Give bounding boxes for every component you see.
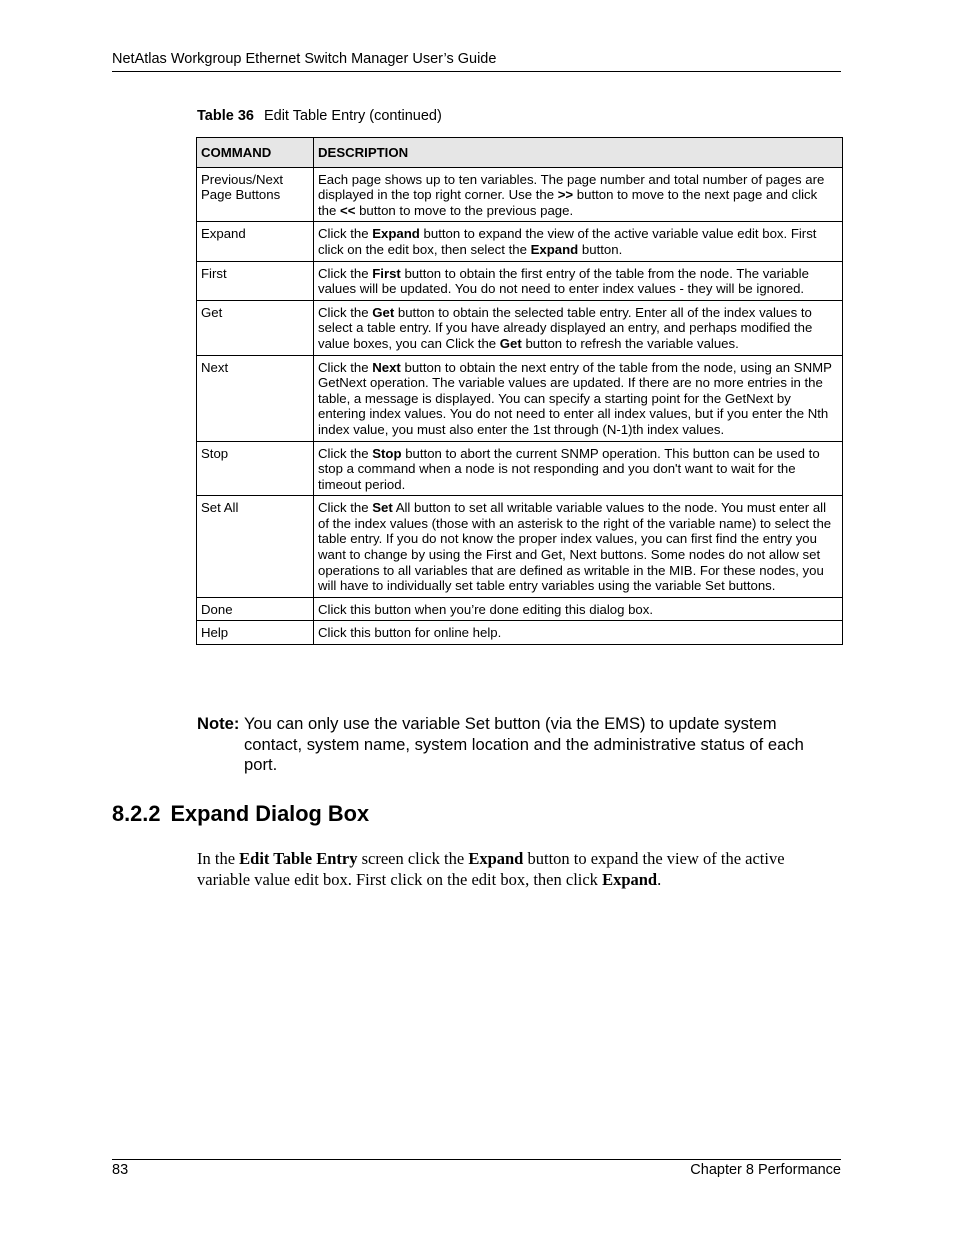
bold-term: <<: [340, 202, 356, 218]
command-cell: Previous/Next Page Buttons: [197, 167, 314, 222]
section-heading: [112, 801, 369, 827]
command-cell: Stop: [197, 441, 314, 496]
command-cell: First: [197, 261, 314, 300]
table-header-row: [197, 138, 843, 168]
table-row: [197, 496, 843, 598]
description-cell: Click this button for online help.: [314, 621, 843, 645]
note-label: Note:: [197, 714, 240, 733]
table-row: [197, 261, 843, 300]
table-caption-title: Edit Table Entry (continued): [263, 108, 442, 124]
bold-term: First: [372, 265, 401, 281]
footer-rule: [112, 1159, 841, 1160]
command-cell: Done: [197, 597, 314, 621]
table-row: [197, 441, 843, 496]
command-cell: Expand: [197, 222, 314, 261]
bold-term: Stop: [372, 445, 402, 461]
table-body: [197, 167, 843, 644]
table-caption: [197, 108, 442, 124]
bold-term: Get: [499, 335, 522, 351]
bold-term: Expand: [372, 226, 420, 242]
table-row: [197, 621, 843, 645]
bold-term: Expand: [530, 241, 579, 257]
bold-term: Expand: [468, 849, 524, 868]
description-cell: Click this button when you’re done editing this dialog box.: [314, 597, 843, 621]
description-cell: Click the First button to obtain the first entry of the table from the node. The variable values will be updated. You do not need to enter index values - they will be ignored.: [314, 261, 843, 300]
table-row: [197, 167, 843, 222]
command-cell: Set All: [197, 496, 314, 598]
section-number: 8.2.2: [112, 801, 161, 826]
description-cell: Click the Stop button to abort the current SNMP operation. This button can be used to stop a command when a node is not responding and you don't want to wait for the timeout period.: [314, 441, 843, 496]
description-cell: Click the Set All button to set all writable variable values to the node. You must enter all of the index values (those with an asterisk to the right of the variable name) to select the table entry. If you do not know the proper index values, you can first find the entry you want to change by using the First and Get, Next buttons. Some nodes do not allow set operations to all variables that are defined as writable in the MIB. For these nodes, you will have to individually set table entry variables using the variable Set buttons.: [314, 496, 843, 598]
page-number: 83: [112, 1162, 129, 1178]
command-table: [196, 137, 843, 645]
command-cell: Next: [197, 355, 314, 441]
table-row: [197, 222, 843, 261]
command-cell: Help: [197, 621, 314, 645]
table-caption-label: Table 36: [197, 108, 254, 124]
running-header: NetAtlas Workgroup Ethernet Switch Manager User’s Guide: [112, 51, 497, 67]
column-header-command: COMMAND: [197, 138, 314, 168]
section-title: Expand Dialog Box: [170, 801, 370, 826]
header-rule: [112, 71, 841, 72]
bold-term: Get: [372, 304, 395, 320]
chapter-label: Chapter 8 Performance: [690, 1162, 841, 1178]
bold-term: Edit Table Entry: [239, 849, 358, 868]
table-row: [197, 355, 843, 441]
body-paragraph: In the Edit Table Entry screen click the Expand button to expand the view of the active variable value edit box. First click on the edit box, then click Expand.: [197, 849, 785, 889]
column-header-description: DESCRIPTION: [314, 138, 843, 168]
description-cell: Click the Next button to obtain the next entry of the table from the node, using an SNMP GetNext operation. The variable values are updated. If there are no more entries in the table, a message is displayed. You can specify a starting point for the GetNext by entering index values. You do not need to enter all index values, but if you enter the Nth index value, you must also enter the 1st through (N-1)th index values.: [314, 355, 843, 441]
bold-term: Next: [372, 359, 401, 375]
bold-term: Expand: [602, 869, 658, 889]
description-cell: Each page shows up to ten variables. The page number and total number of pages are displayed in the top right corner. Use the >> button to move to the next page and click the << button to move to the previous page.: [314, 167, 843, 222]
note-text: You can only use the variable Set button (via the EMS) to update system contact, system name, system location and the administrative status of each port.: [244, 714, 804, 775]
description-cell: Click the Expand button to expand the view of the active variable value edit box. First click on the edit box, then select the Expand button.: [314, 222, 843, 261]
command-cell: Get: [197, 300, 314, 355]
note-block: [197, 714, 837, 776]
table-row: [197, 597, 843, 621]
bold-term: >>: [557, 187, 574, 203]
bold-term: Set: [372, 500, 393, 516]
table-row: [197, 300, 843, 355]
description-cell: Click the Get button to obtain the selected table entry. Enter all of the index values to select a table entry. If you have already displayed an entry, and perhaps modified the value boxes, you can Click the Get button to refresh the variable values.: [314, 300, 843, 355]
